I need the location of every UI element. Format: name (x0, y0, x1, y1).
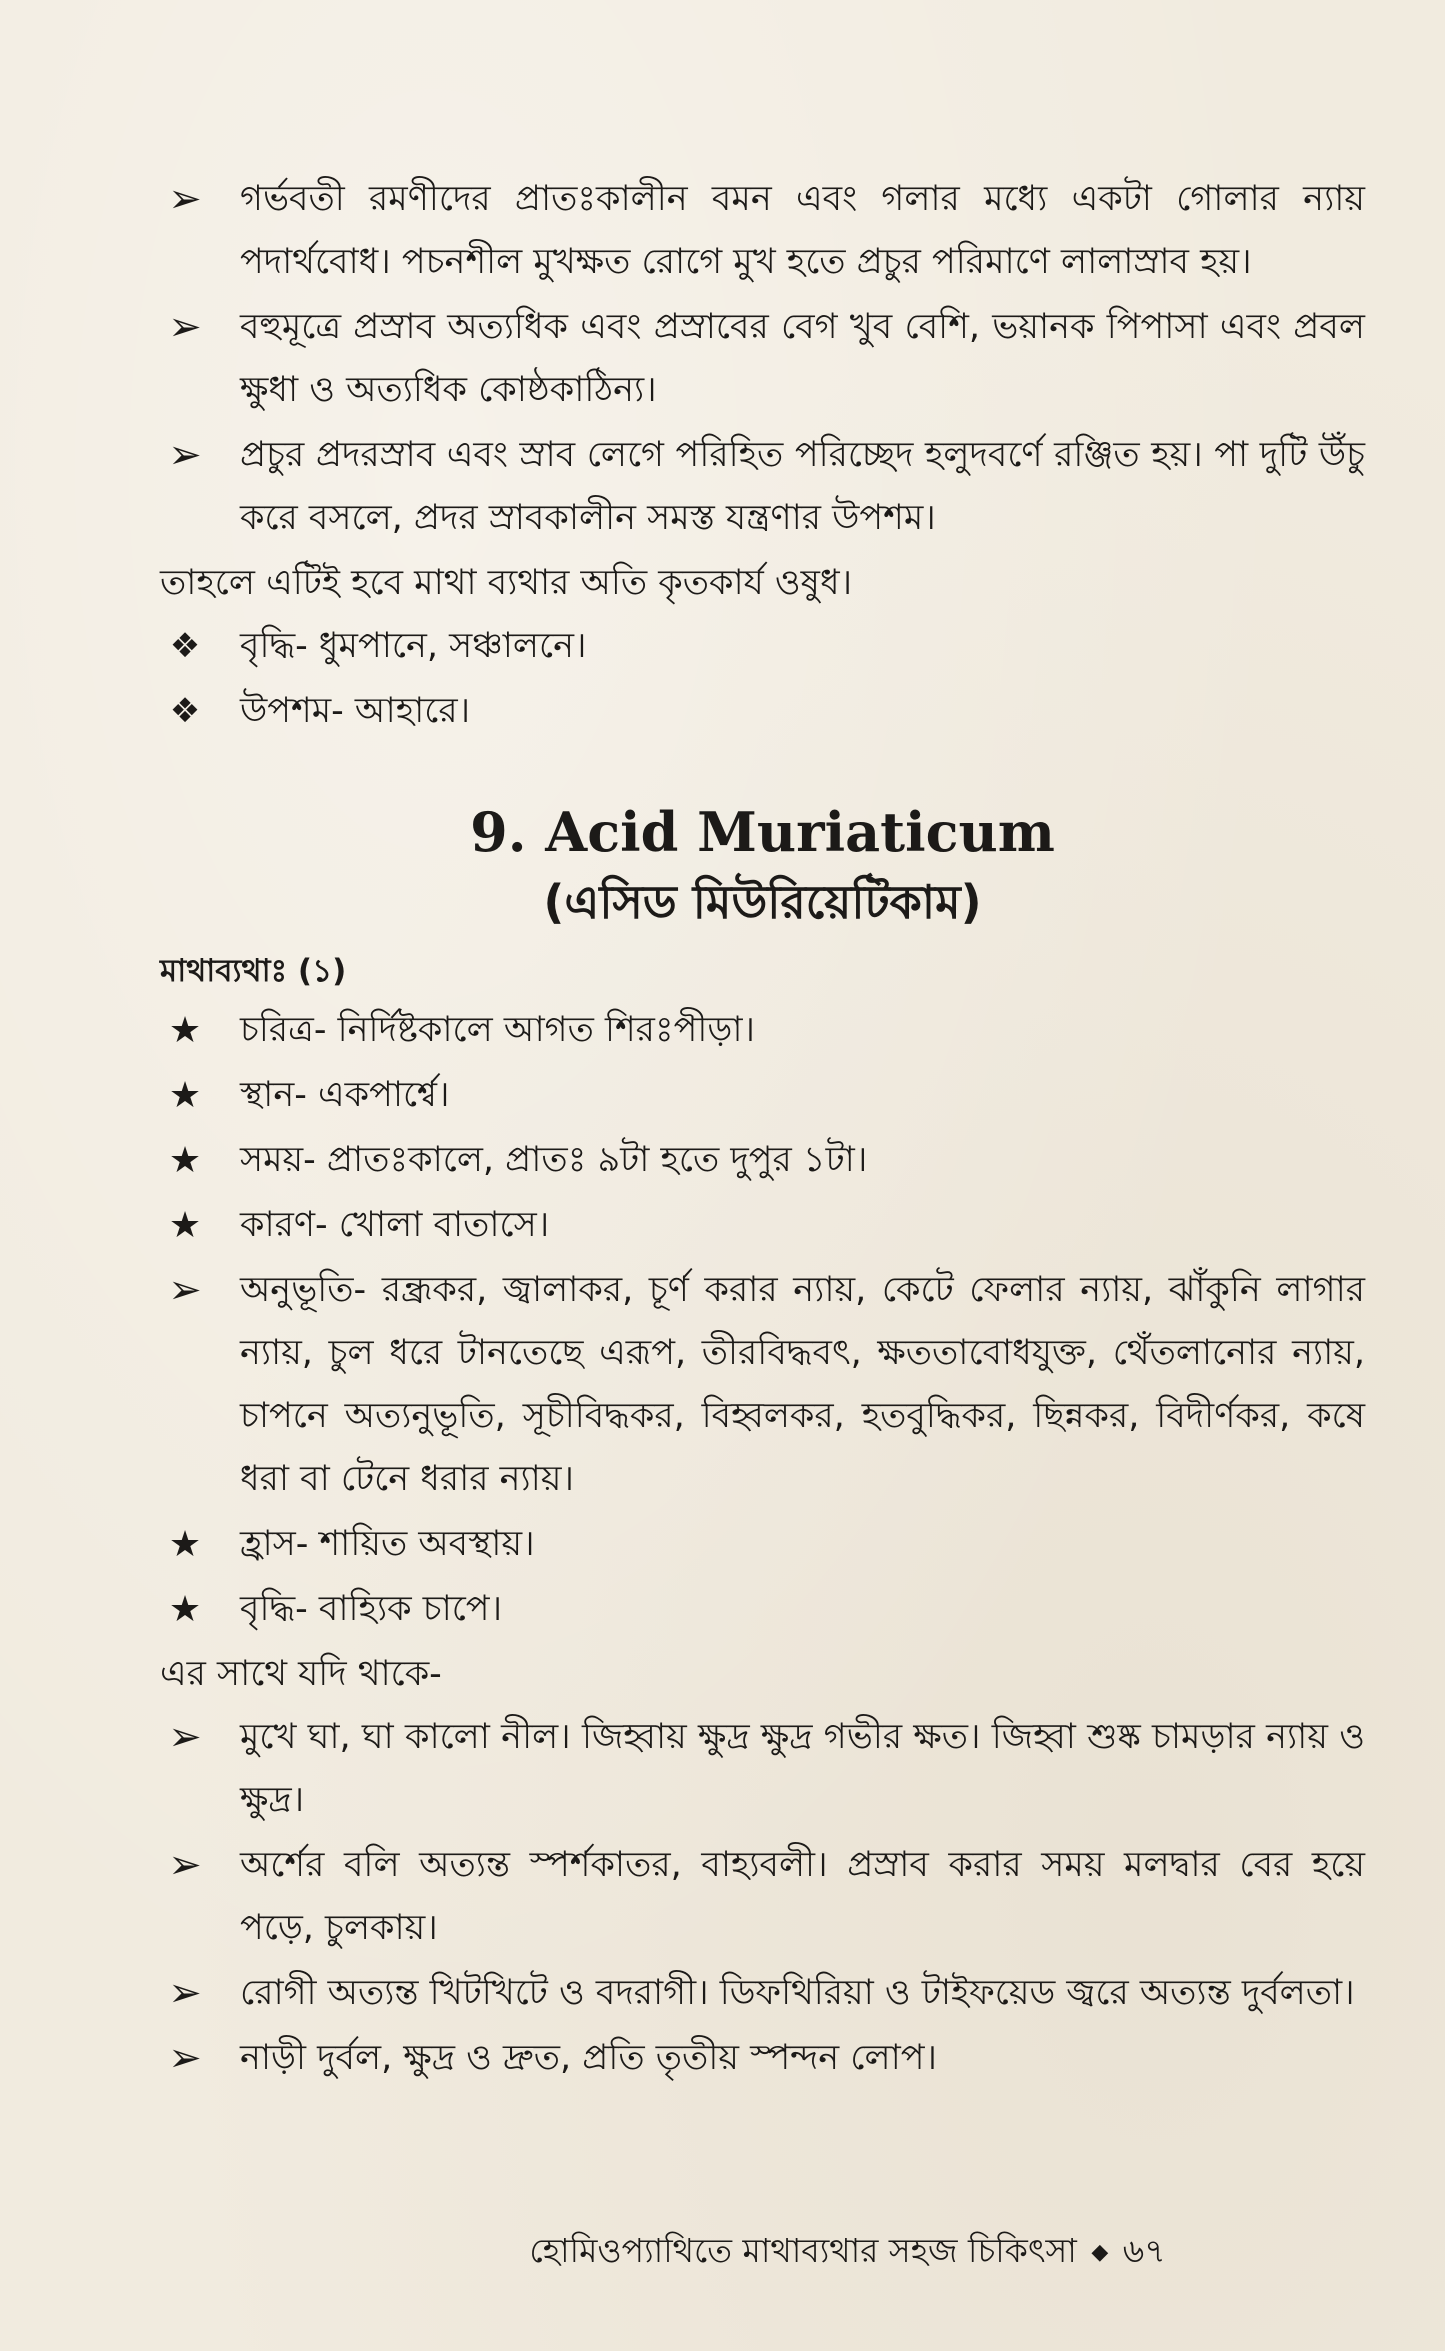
symptom-text: বৃদ্ধি- বাহ্যিক চাপে। (240, 1589, 503, 1629)
symptom-text: হ্রাস- শায়িত অবস্থায়। (240, 1524, 535, 1564)
footer-book-title: হোমিওপ্যাথিতে মাথাব্যথার সহজ চিকিৎসা (529, 2231, 1077, 2270)
arrow-bullet-icon: ➢ (168, 304, 202, 350)
list-item-text: বহুমূত্রে প্রস্রাব অত্যধিক এবং প্রস্রাবের বেগ খুব বেশি, ভয়ানক পিপাসা এবং প্রবল ক্ষুধা ও অত্যধিক কোষ্ঠকাঠিন্য। (240, 307, 1365, 410)
modality-item (160, 680, 1365, 743)
remedy-title-bengali: (এসিড মিউরিয়েটিকাম) (543, 875, 982, 929)
symptom-item (160, 1259, 1365, 1511)
arrow-bullet-icon: ➢ (168, 1267, 202, 1313)
symptom-item (160, 1513, 1365, 1576)
associated-text: অর্শের বলি অত্যন্ত স্পর্শকাতর, বাহ্যবলী। প্রস্রাব করার সময় মলদ্বার বের হয়ে পড়ে, চুলকায়। (240, 1845, 1365, 1948)
footer-inner (529, 2226, 1165, 2278)
symptom-item (160, 1194, 1365, 1257)
page-content (160, 168, 1365, 2092)
arrow-bullet-icon: ➢ (168, 1970, 202, 2016)
symptom-text: চরিত্র- নির্দিষ্টকালে আগত শিরঃপীড়া। (240, 1010, 756, 1050)
modality-item (160, 615, 1365, 678)
list-item (160, 424, 1365, 550)
list-item-text: গর্ভবতী রমণীদের প্রাতঃকালীন বমন এবং গলার মধ্যে একটা গোলার ন্যায় পদার্থবোধ। পচনশীল মুখক্ষত রোগে মুখ হতে প্রচুর পরিমাণে লালাস্রাব হয়। (240, 179, 1365, 282)
list-item-text: প্রচুর প্রদরস্রাব এবং স্রাব লেগে পরিহিত পরিচ্ছেদ হলুদবর্ণে রঞ্জিত হয়। পা দুটি উঁচু করে বসলে, প্রদর স্রাবকালীন সমস্ত যন্ত্রণার উপশম। (240, 435, 1365, 538)
associated-text: রোগী অত্যন্ত খিটখিটে ও বদরাগী। ডিফথিরিয়া ও টাইফয়েড জ্বরে অত্যন্ত দুর্বলতা। (240, 1973, 1355, 2013)
intro-line: এর সাথে যদি থাকে- (160, 1654, 442, 1694)
star-bullet-icon: ★ (168, 1075, 202, 1116)
section-label: মাথাব্যথাঃ (১) (160, 953, 347, 989)
arrow-bullet-icon: ➢ (168, 432, 202, 478)
arrow-bullet-icon: ➢ (168, 2035, 202, 2081)
diamond-bullet-icon: ❖ (169, 691, 201, 731)
modality-text: উপশম- আহারে। (240, 691, 471, 731)
symptom-item (160, 1578, 1365, 1641)
diamond-separator-icon: ◆ (1091, 2239, 1109, 2265)
star-bullet-icon: ★ (168, 1010, 202, 1051)
associated-item (160, 1834, 1365, 1960)
star-bullet-icon: ★ (168, 1140, 202, 1181)
symptom-text: স্থান- একপার্শ্বে। (240, 1075, 450, 1115)
symptom-item (160, 999, 1365, 1062)
diamond-bullet-icon: ❖ (169, 626, 201, 666)
symptom-text: কারণ- খোলা বাতাসে। (240, 1205, 550, 1245)
associated-item (160, 1962, 1365, 2025)
associated-text: মুখে ঘা, ঘা কালো নীল। জিহ্বায় ক্ষুদ্র ক্ষুদ্র গভীর ক্ষত। জিহ্বা শুষ্ক চামড়ার ন্যায় ও ক্ষুদ্র। (240, 1717, 1365, 1820)
star-bullet-icon: ★ (168, 1205, 202, 1246)
list-item (160, 296, 1365, 422)
remedy-title-english: 9. Acid Muriaticum (470, 800, 1055, 864)
associated-text: নাড়ী দুর্বল, ক্ষুদ্র ও দ্রুত, প্রতি তৃতীয় স্পন্দন লোপ। (240, 2038, 938, 2078)
symptom-item (160, 1129, 1365, 1192)
associated-item (160, 1706, 1365, 1832)
symptom-text: সময়- প্রাতঃকালে, প্রাতঃ ৯টা হতে দুপুর ১টা। (240, 1140, 868, 1180)
symptom-text: অনুভূতি- রন্ধ্রকর, জ্বালাকর, চূর্ণ করার ন্যায়, কেটে ফেলার ন্যায়, ঝাঁকুনি লাগার ন্যায়, চুল ধরে টানতেছে এরূপ, তীরবিদ্ধবৎ, ক্ষততাবোধযুক্ত, থেঁতলানোর ন্যায়, চাপনে অত্যনুভূতি, সূচীবিদ্ধকর, বিহ্বলকর, হতবুদ্ধিকর, ছিন্নকর, বিদীর্ণকর, কষে ধরা বা টেনে ধরার ন্যায়। (240, 1270, 1365, 1499)
remedy-heading (160, 797, 1365, 937)
page-number: ৬৭ (1122, 2231, 1166, 2270)
conclusion-text: তাহলে এটিই হবে মাথা ব্যথার অতি কৃতকার্য ওষুধ। (160, 563, 853, 603)
arrow-bullet-icon: ➢ (168, 176, 202, 222)
associated-item (160, 2027, 1365, 2090)
star-bullet-icon: ★ (168, 1524, 202, 1565)
page-footer (0, 2226, 1445, 2278)
star-bullet-icon: ★ (168, 1589, 202, 1630)
modality-text: বৃদ্ধি- ধুমপানে, সঞ্চালনে। (240, 626, 587, 666)
symptom-item (160, 1064, 1365, 1127)
arrow-bullet-icon: ➢ (168, 1714, 202, 1760)
list-item (160, 168, 1365, 294)
arrow-bullet-icon: ➢ (168, 1842, 202, 1888)
